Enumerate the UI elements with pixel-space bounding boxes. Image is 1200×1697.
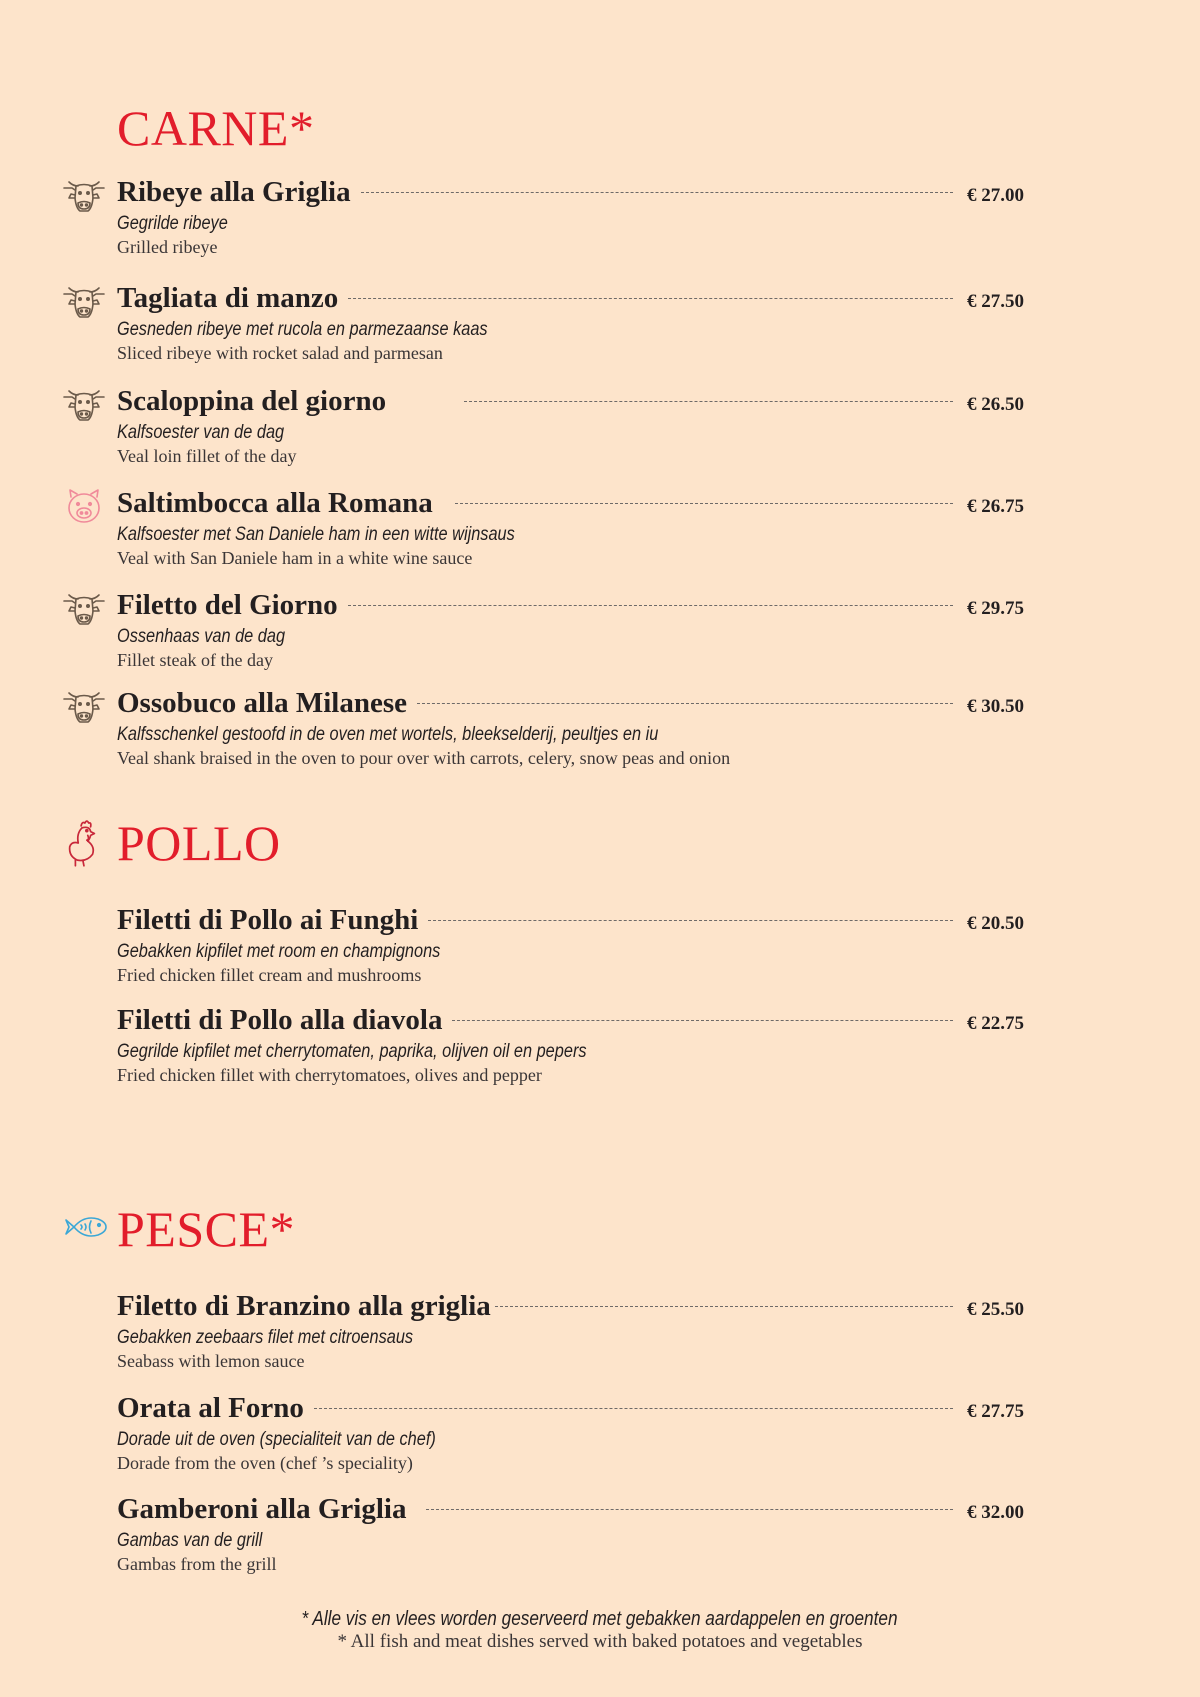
item-description-nl: Ossenhaas van de dag xyxy=(117,626,286,647)
cow-icon xyxy=(62,385,106,425)
dotted-leader xyxy=(428,920,953,921)
item-price: € 26.75 xyxy=(967,496,1024,517)
dotted-leader xyxy=(314,1408,953,1409)
dotted-leader xyxy=(361,192,953,193)
item-name: Orata al Forno xyxy=(117,1392,304,1424)
item-price: € 26.50 xyxy=(967,394,1024,415)
item-description-en: Dorade from the oven (chef ’s speciality) xyxy=(117,1453,413,1473)
item-name: Tagliata di manzo xyxy=(117,282,339,314)
item-name: Scaloppina del giorno xyxy=(117,385,387,417)
item-price: € 20.50 xyxy=(967,913,1024,934)
cow-icon xyxy=(62,687,106,727)
menu-item xyxy=(117,687,1024,770)
item-description-en: Fried chicken fillet with cherrytomatoes, olives and pepper xyxy=(117,1065,542,1085)
item-name: Filetti di Pollo alla diavola xyxy=(117,1004,443,1036)
pig-icon xyxy=(62,487,106,527)
item-description-nl: Dorade uit de oven (specialiteit van de chef) xyxy=(117,1429,436,1450)
dotted-leader xyxy=(452,1020,953,1021)
menu-item xyxy=(117,1004,1024,1087)
footnote xyxy=(0,1608,1200,1653)
dotted-leader xyxy=(455,503,953,504)
menu-item xyxy=(117,1290,1024,1373)
item-price: € 27.75 xyxy=(967,1401,1024,1422)
dotted-leader xyxy=(495,1306,953,1307)
item-name: Saltimbocca alla Romana xyxy=(117,487,433,519)
item-description-nl: Gebakken zeebaars filet met citroensaus xyxy=(117,1327,414,1348)
item-name: Filetti di Pollo ai Funghi xyxy=(117,904,419,936)
item-description-en: Fillet steak of the day xyxy=(117,650,273,670)
cow-icon xyxy=(62,176,106,216)
item-description-nl: Gebakken kipfilet met room en champignons xyxy=(117,941,441,962)
section-title-carne: CARNE* xyxy=(117,100,315,156)
section-title-pesce: PESCE* xyxy=(117,1201,296,1257)
dotted-leader xyxy=(417,703,953,704)
menu-item xyxy=(117,487,1024,570)
menu-item xyxy=(117,589,1024,672)
item-name: Ribeye alla Griglia xyxy=(117,176,351,208)
item-price: € 22.75 xyxy=(967,1013,1024,1034)
dotted-leader xyxy=(348,605,953,606)
item-description-nl: Kalfsoester van de dag xyxy=(117,422,285,443)
cow-icon xyxy=(62,282,106,322)
dotted-leader xyxy=(426,1509,953,1510)
footnote-nl: * Alle vis en vlees worden geserveerd met gebakken aardappelen en groenten xyxy=(301,1608,899,1630)
item-price: € 25.50 xyxy=(967,1299,1024,1320)
item-description-en: Grilled ribeye xyxy=(117,237,218,257)
rooster-icon xyxy=(64,818,102,868)
item-description-nl: Kalfsschenkel gestoofd in de oven met wortels, bleekselderij, peultjes en iu xyxy=(117,724,659,745)
menu-item xyxy=(117,176,1024,259)
item-description-en: Gambas from the grill xyxy=(117,1554,277,1574)
item-description-en: Veal loin fillet of the day xyxy=(117,446,297,466)
item-price: € 30.50 xyxy=(967,696,1024,717)
item-name: Filetto del Giorno xyxy=(117,589,338,621)
fish-icon xyxy=(64,1212,108,1242)
item-name: Ossobuco alla Milanese xyxy=(117,687,408,719)
item-description-en: Fried chicken fillet cream and mushrooms xyxy=(117,965,422,985)
item-price: € 27.00 xyxy=(967,185,1024,206)
item-price: € 27.50 xyxy=(967,291,1024,312)
item-description-nl: Gegrilde ribeye xyxy=(117,213,228,234)
item-price: € 29.75 xyxy=(967,598,1024,619)
section-title-pollo: POLLO xyxy=(117,815,281,871)
footnote-en: * All fish and meat dishes served with baked potatoes and vegetables xyxy=(337,1631,863,1652)
item-description-nl: Gegrilde kipfilet met cherrytomaten, paprika, olijven oil en pepers xyxy=(117,1041,587,1062)
cow-icon xyxy=(62,589,106,629)
dotted-leader xyxy=(348,298,953,299)
item-description-en: Veal with San Daniele ham in a white wine sauce xyxy=(117,548,473,568)
item-description-en: Seabass with lemon sauce xyxy=(117,1351,305,1371)
item-description-nl: Gesneden ribeye met rucola en parmezaanse kaas xyxy=(117,319,488,340)
menu-item xyxy=(117,282,1024,365)
item-name: Gamberoni alla Griglia xyxy=(117,1493,407,1525)
item-description-nl: Kalfsoester met San Daniele ham in een witte wijnsaus xyxy=(117,524,515,545)
menu-item xyxy=(117,1493,1024,1576)
item-price: € 32.00 xyxy=(967,1502,1024,1523)
item-description-en: Veal shank braised in the oven to pour over with carrots, celery, snow peas and onion xyxy=(117,748,731,768)
menu-item xyxy=(117,904,1024,987)
menu-item xyxy=(117,1392,1024,1475)
menu-item xyxy=(117,385,1024,468)
dotted-leader xyxy=(464,401,953,402)
item-description-nl: Gambas van de grill xyxy=(117,1530,263,1551)
item-name: Filetto di Branzino alla griglia xyxy=(117,1290,491,1322)
item-description-en: Sliced ribeye with rocket salad and parmesan xyxy=(117,343,443,363)
